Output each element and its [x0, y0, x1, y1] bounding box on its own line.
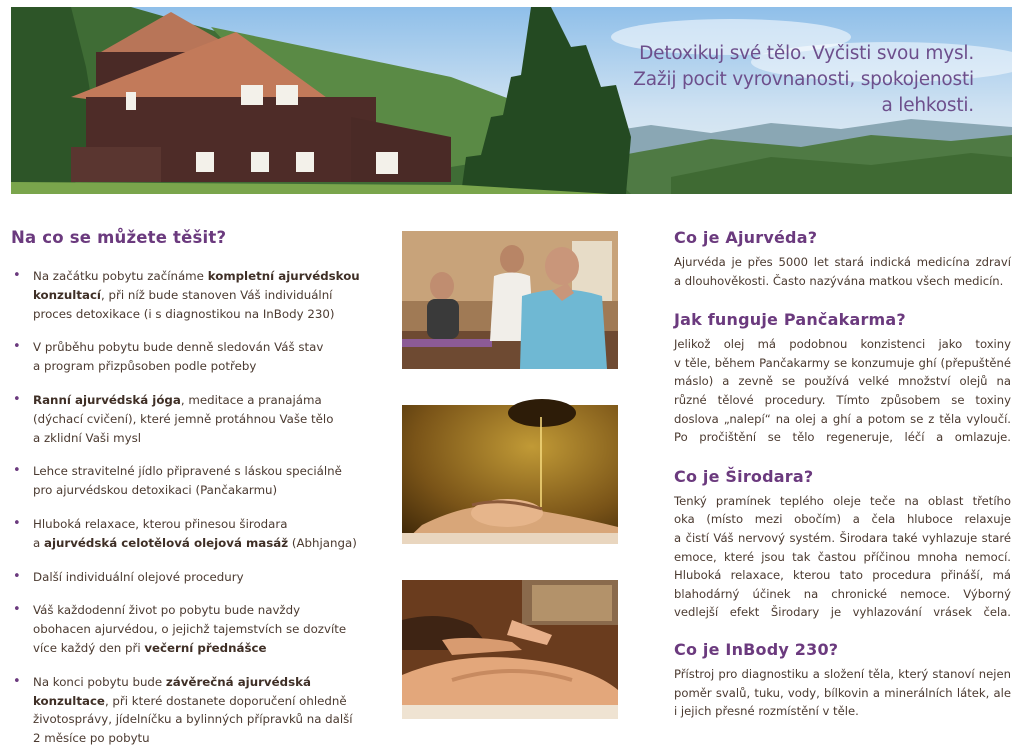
text-line: Jelikož olej má podobnou konzistenci jako toxiny: [674, 337, 1011, 352]
item-text: • Váš každodenní život po pobytu bude navždy: [33, 603, 301, 618]
hero-line-2: Zažij pocit vyrovnanosti, spokojenosti: [633, 69, 974, 90]
text-line: i jejich přesné rozmístění v těle.: [674, 704, 859, 719]
text-line: máslo) a zevně se používá velké množství olejů na: [674, 374, 1011, 389]
item-text: • V průběhu pobytu bude denně sledován Váš stav: [33, 340, 324, 355]
item-text: • Další individuální olejové procedury: [33, 569, 244, 584]
benefits-list: [11, 267, 361, 748]
text-line: poměr svalů, tuku, vody, bílkovin a minerálních látek, ale: [674, 685, 1011, 700]
text-line: různé tělové procedury. Tímto způsobem se toxiny: [674, 392, 1011, 407]
hero-line-3: a lehkosti.: [881, 95, 974, 116]
section-inbody: [674, 640, 1011, 721]
text-line: emoce, které jsou tak častou příčinou mnoha nemocí.: [674, 549, 1011, 564]
section-shirodhara: [674, 467, 1011, 622]
item-text: , meditace a pranajáma: [180, 392, 322, 407]
item-text: životosprávy, jídelníčku a bylinných přípravků na další: [33, 712, 353, 727]
section-ayurveda: [674, 228, 1011, 290]
benefits-column: [11, 228, 361, 748]
item-text: , při které dostanete doporučení ohledně: [104, 693, 347, 708]
item-text: (Abhjanga): [288, 535, 357, 550]
list-item: [11, 601, 361, 657]
item-text: více každý den při: [33, 640, 145, 655]
list-item: [11, 515, 361, 553]
item-text: pro ajurvédskou detoxikaci (Pančakarmu): [33, 483, 278, 498]
hero-slogan: [633, 41, 974, 119]
list-item: [11, 673, 361, 748]
item-text: (dýchací cvičení), které jemně protáhnou Vaše tělo: [33, 411, 334, 426]
text-line: Ajurvéda je přes 5000 let stará indická medicína zdraví: [674, 255, 1011, 269]
section-text: [674, 492, 1011, 622]
section-text: [674, 253, 1011, 290]
list-item: [11, 338, 361, 376]
text-line: a dlouhověkosti. Často nazývána matkou všech medicín.: [674, 273, 1004, 288]
text-line: Hluboká relaxace, kterou tato procedura přináší, má: [674, 568, 1011, 583]
section-text: [674, 335, 1011, 447]
list-item: [11, 568, 361, 587]
item-bold-text: večerní přednášce: [144, 640, 267, 655]
text-line: oka (místo mezi obočím) a čela hluboce relaxuje: [674, 512, 1011, 527]
item-text: , při níž bude stanoven Váš individuální: [100, 287, 333, 302]
section-title: Co je Ajurvéda?: [674, 228, 818, 247]
item-bold-text: konzultací: [33, 287, 101, 302]
section-text: [674, 665, 1011, 721]
yoga-class-photo: [402, 231, 618, 369]
text-line: Po pročištění se tělo regeneruje, léčí a omlazuje.: [674, 430, 1011, 445]
list-item: [11, 391, 361, 447]
item-bold-text: konzultace: [33, 693, 105, 708]
item-text: a program přizpůsoben podle potřeby: [33, 359, 257, 374]
hero-banner: [11, 7, 1012, 194]
item-bold-text: kompletní ajurvédskou: [207, 269, 360, 283]
benefits-title: Na co se můžete těšit?: [11, 228, 227, 247]
text-line: Tenký pramínek teplého oleje teče na oblast třetího: [674, 493, 1011, 508]
text-line: doslova „nalepí“ na olej a ghí a potom se z těla vyloučí.: [674, 411, 1011, 426]
item-bold-text: ajurvédská celotělová olejová masáž: [43, 535, 289, 550]
item-bold-text: závěrečná ajurvédská: [165, 674, 311, 689]
section-title: Co je Širodara?: [674, 466, 814, 486]
item-text: • Hluboká relaxace, kterou přinesou širodara: [33, 516, 288, 531]
text-line: Přístroj pro diagnostiku a složení těla, který stanoví nejen: [674, 666, 1011, 681]
item-text: Na konci pobytu bude: [33, 674, 166, 689]
text-line: a čistí Váš nervový systém. Širodara také vyhlazuje staré: [674, 530, 1011, 545]
list-item: [11, 462, 361, 500]
section-panchakarma: [674, 310, 1011, 447]
text-line: blahodárný účinek na chronické nemoce. Výborný: [674, 586, 1011, 601]
massage-photo: [402, 580, 618, 719]
text-line: vedlejší efekt Širodary je vyhlazování vrásek čela.: [674, 605, 1011, 620]
shirodhara-photo: [402, 405, 618, 544]
text-line: v těle, během Pančakarmy se konzumuje ghí (přepuštěné: [674, 355, 1011, 370]
item-text: 2 měsíce po pobytu: [33, 731, 150, 746]
hero-line-1: Detoxikuj své tělo. Vyčisti svou mysl.: [639, 43, 974, 64]
item-text: proces detoxikace (i s diagnostikou na InBody 230): [33, 306, 335, 321]
section-title: Jak funguje Pančakarma?: [674, 310, 906, 330]
item-text: obohacen ajurvédou, o jejichž tajemstvích se dozvíte: [33, 622, 347, 637]
item-bold-text: Ranní ajurvédská jóga: [33, 392, 181, 407]
item-text: Na začátku pobytu začínáme: [33, 269, 208, 283]
item-text: a zklidní Vaši mysl: [33, 430, 142, 445]
item-text: • Lehce stravitelné jídlo připravené s láskou speciálně: [33, 464, 342, 479]
list-item: [11, 267, 361, 323]
section-title: Co je InBody 230?: [674, 639, 839, 659]
item-text: a: [33, 535, 44, 550]
info-column: [674, 228, 1011, 721]
